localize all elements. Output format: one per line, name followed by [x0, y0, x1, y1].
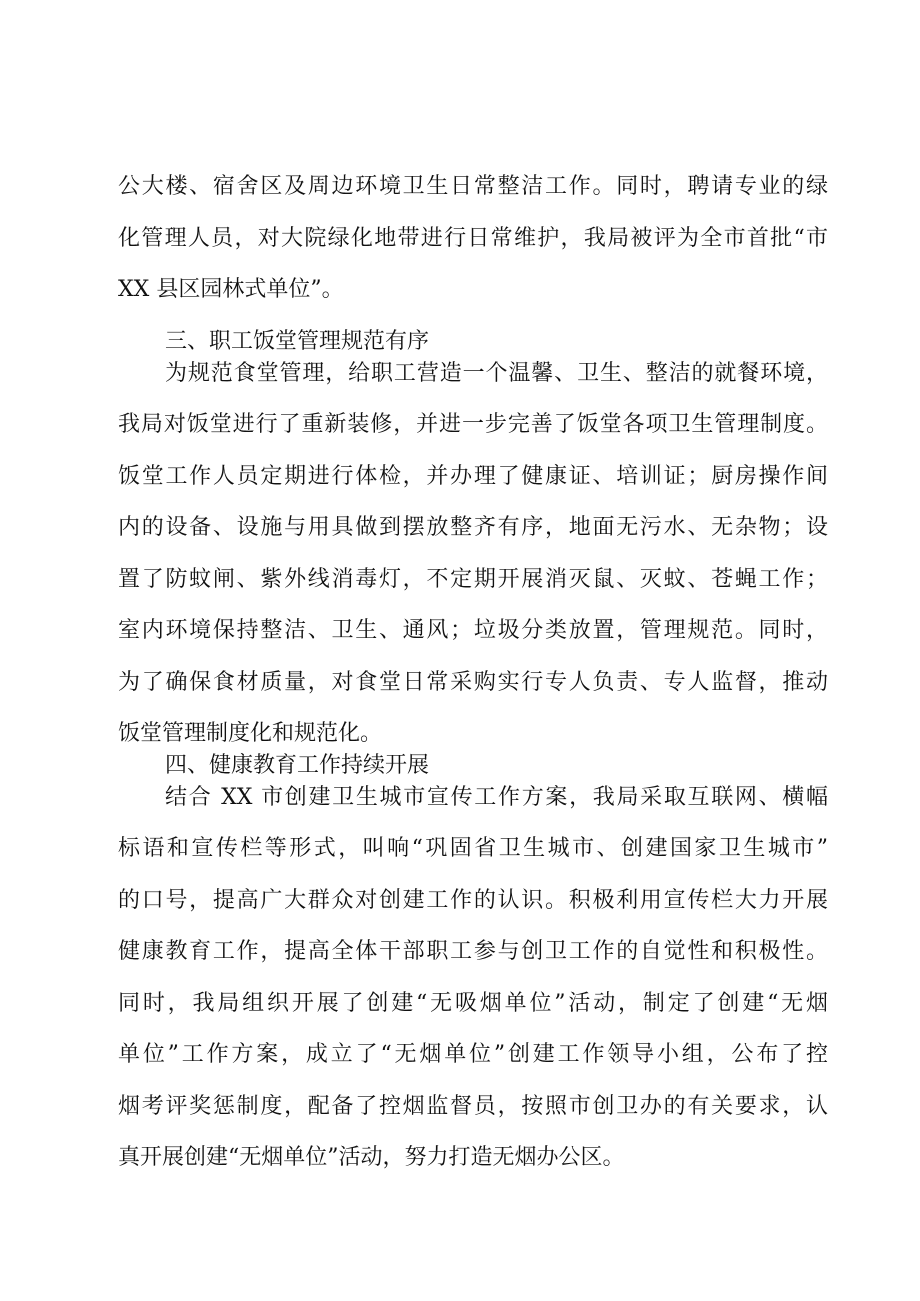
- paragraph-line: XX 县区园林式单位”。: [118, 277, 344, 302]
- paragraph-line: 室内环境保持整洁、卫生、通风；垃圾分类放置，管理规范。同时，: [118, 618, 828, 643]
- paragraph-line: 公大楼、宿舍区及周边环境卫生日常整洁工作。同时，聘请专业的绿: [118, 174, 828, 199]
- paragraph-line: 饭堂管理制度化和规范化。: [118, 721, 383, 746]
- paragraph-line: 结合 XX 市创建卫生城市宣传工作方案，我局采取互联网、横幅: [165, 785, 828, 810]
- paragraph-line: 单位”工作方案，成立了“无烟单位”创建工作领导小组，公布了控: [118, 1042, 828, 1067]
- paragraph-line: 烟考评奖惩制度，配备了控烟监督员，按照市创卫办的有关要求，认: [118, 1094, 828, 1119]
- section-heading: 四、健康教育工作持续开展: [165, 753, 430, 778]
- paragraph-line: 真开展创建“无烟单位”活动，努力打造无烟办公区。: [118, 1145, 625, 1170]
- paragraph-line: 的口号，提高广大群众对创建工作的认识。积极利用宣传栏大力开展: [118, 888, 828, 913]
- paragraph-line: 为了确保食材质量，对食堂日常采购实行专人负责、专人监督，推动: [118, 670, 828, 695]
- section-heading: 三、职工饭堂管理规范有序: [165, 329, 430, 354]
- paragraph-line: 置了防蚊闸、紫外线消毒灯，不定期开展消灭鼠、灭蚊、苍蝇工作；: [118, 567, 828, 592]
- paragraph-line: 标语和宣传栏等形式，叫响“巩固省卫生城市、创建国家卫生城市”: [118, 836, 828, 861]
- paragraph-line: 化管理人员，对大院绿化地带进行日常维护，我局被评为全市首批“市: [118, 226, 828, 251]
- paragraph-line: 内的设备、设施与用具做到摆放整齐有序，地面无污水、无杂物；设: [118, 515, 828, 540]
- paragraph-line: 同时，我局组织开展了创建“无吸烟单位”活动，制定了创建“无烟: [118, 991, 828, 1016]
- paragraph-line: 饭堂工作人员定期进行体检，并办理了健康证、培训证；厨房操作间: [118, 464, 828, 489]
- paragraph-line: 我局对饭堂进行了重新装修，并进一步完善了饭堂各项卫生管理制度。: [118, 412, 828, 437]
- paragraph-line: 健康教育工作，提高全体干部职工参与创卫工作的自觉性和积极性。: [118, 939, 828, 964]
- paragraph-line: 为规范食堂管理，给职工营造一个温馨、卫生、整洁的就餐环境，: [165, 361, 828, 386]
